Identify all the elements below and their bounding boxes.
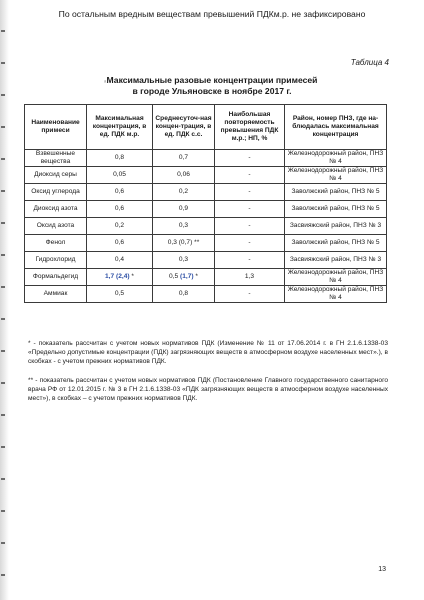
binding-mark [1, 350, 5, 352]
station-location: Железнодорожный район, ПНЗ № 4 [285, 167, 387, 184]
avg-concentration-value: 0,5 [169, 273, 181, 281]
max-concentration: 0,05 [87, 167, 153, 184]
substance-name: Оксид углерода [25, 184, 87, 201]
binding-mark [1, 158, 5, 160]
exceedance-frequency: - [215, 235, 285, 252]
substance-name: Диоксид серы [25, 167, 87, 184]
binding-mark [1, 318, 5, 320]
avg-concentration [153, 269, 215, 286]
binding-mark [1, 62, 5, 64]
avg-concentration: 0,3 [153, 218, 215, 235]
station-location: Засвияжский район, ПНЗ № 3 [285, 218, 387, 235]
max-concentration: 0,6 [87, 201, 153, 218]
table-row [25, 201, 387, 218]
binding-mark [1, 254, 5, 256]
exceedance-frequency: - [215, 218, 285, 235]
binding-mark [1, 222, 5, 224]
top-note: По остальным вредным веществам превышений ПДКм.р. не зафиксировано [58, 9, 366, 19]
station-location: Железнодорожный район, ПНЗ № 4 [285, 286, 387, 303]
binding-mark [1, 190, 5, 192]
footnote-double-star: ** - показатель рассчитан с учетом новых нормативов ПДК (Постановление Главного государственного санитарного врача РФ от 12.01.2015 г. № 3 в ГН 2.1.6.1338-03 «ПДК загрязняющих веществ в атмосферном воздухе населенных мест»), в скобках – с учетом прежних нормативов ПДК. [28, 377, 388, 402]
max-concentration: 0,6 [87, 184, 153, 201]
scan-speck: ᵃ [104, 80, 107, 86]
binding-mark [1, 542, 5, 544]
binding-mark [1, 414, 5, 416]
footnote-marker: * [193, 273, 198, 281]
binding-mark [1, 382, 5, 384]
exceedance-frequency: - [215, 286, 285, 303]
substance-name: Гидрохлорид [25, 252, 87, 269]
concentration-table [24, 104, 387, 303]
max-concentration: 0,8 [87, 150, 153, 167]
avg-concentration: 0,7 [153, 150, 215, 167]
footnote-single-star: * - показатель рассчитан с учетом новых нормативов ПДК (Изменение № 11 от 17.06.2014 г. в ГН 2.1.6.1338-03 «Предельно допустимые концентрации (ПДК) загрязняющих веществ в атмосферном воздухе населенных мест».), в скобках - с учетом прежних нормативов ПДК. [28, 340, 388, 365]
station-location: Заволжский район, ПНЗ № 5 [285, 184, 387, 201]
binding-mark [1, 126, 5, 128]
exceedance-frequency: - [215, 150, 285, 167]
table-row [25, 150, 387, 167]
avg-concentration: 0,8 [153, 286, 215, 303]
substance-name: Диоксид азота [25, 201, 87, 218]
avg-concentration: 0,3 (0,7) ** [153, 235, 215, 252]
table-row [25, 252, 387, 269]
max-concentration: 0,5 [87, 286, 153, 303]
max-concentration [87, 269, 153, 286]
binding-mark [1, 286, 5, 288]
exceedance-frequency: - [215, 252, 285, 269]
binding-mark [1, 446, 5, 448]
column-header: Максимальная концентрация, в ед. ПДК м.р. [87, 105, 153, 150]
table-row [25, 235, 387, 252]
table-subtitle: в городе Ульяновске в ноябре 2017 г. [132, 86, 292, 96]
substance-name: Взвешенные вещества [25, 150, 87, 167]
station-location: Засвияжский район, ПНЗ № 3 [285, 252, 387, 269]
binding-mark [1, 574, 5, 576]
table-row [25, 218, 387, 235]
exceedance-frequency: 1,3 [215, 269, 285, 286]
station-location: Железнодорожный район, ПНЗ № 4 [285, 150, 387, 167]
station-location: Заволжский район, ПНЗ № 5 [285, 235, 387, 252]
table-row [25, 286, 387, 303]
table-row [25, 184, 387, 201]
exceedance-frequency: - [215, 201, 285, 218]
table-title: Максимальные разовые концентрации примесей [106, 75, 318, 85]
column-header: Район, номер ПНЗ, где на-блюдалась максимальная концентрация [285, 105, 387, 150]
substance-name: Аммиак [25, 286, 87, 303]
footnote-marker: * [129, 273, 134, 281]
table-row [25, 269, 387, 286]
max-concentration: 0,2 [87, 218, 153, 235]
avg-concentration-old: (1,7) [180, 273, 194, 281]
column-header: Среднесуточ-ная концен-трация, в ед. ПДК с.с. [153, 105, 215, 150]
station-location: Железнодорожный район, ПНЗ № 4 [285, 269, 387, 286]
column-header: Наименование примеси [25, 105, 87, 150]
substance-name: Оксид азота [25, 218, 87, 235]
exceedance-frequency: - [215, 184, 285, 201]
binding-mark [1, 510, 5, 512]
avg-concentration: 0,9 [153, 201, 215, 218]
substance-name: Формальдегид [25, 269, 87, 286]
page-number: 13 [378, 566, 386, 573]
max-concentration: 0,6 [87, 235, 153, 252]
table-header-row [25, 105, 387, 150]
avg-concentration: 0,06 [153, 167, 215, 184]
table-row [25, 167, 387, 184]
exceedance-frequency: - [215, 167, 285, 184]
binding-mark [1, 30, 5, 32]
station-location: Заволжский район, ПНЗ № 5 [285, 201, 387, 218]
max-concentration: 0,4 [87, 252, 153, 269]
column-header: Наибольшая повторяемость превышения ПДК м.р.; НП, % [215, 105, 285, 150]
avg-concentration: 0,2 [153, 184, 215, 201]
substance-name: Фенол [25, 235, 87, 252]
max-concentration-value: 1,7 (2,4) [105, 273, 130, 281]
avg-concentration: 0,3 [153, 252, 215, 269]
binding-mark [1, 478, 5, 480]
table-label: Таблица 4 [350, 58, 389, 67]
